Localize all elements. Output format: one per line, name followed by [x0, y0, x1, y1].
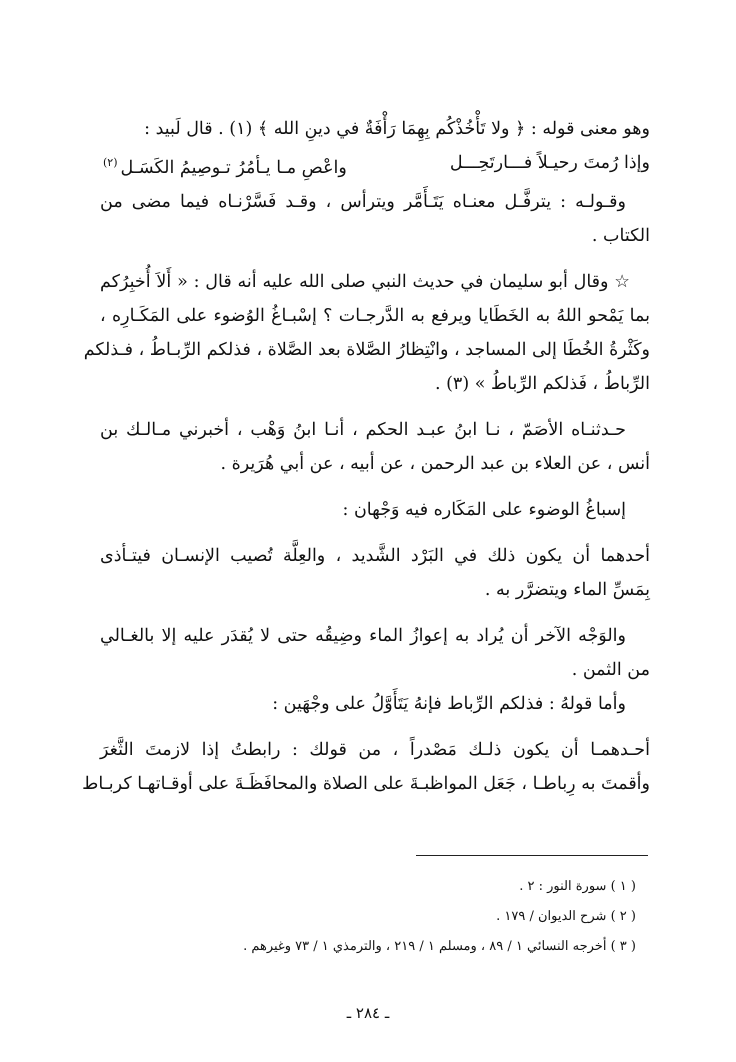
verse-second-hemistich — [100, 146, 347, 185]
page-body — [82, 112, 650, 801]
footnote: ( ١ ) سورة النور : ٢ . — [519, 879, 636, 894]
text-line: أنس ، عن العلاء بن عبد الرحمن ، عن أبيه ، عن أبي هُرَيرة . — [220, 453, 650, 474]
text-line: والوَجْه الآخر أن يُراد به إعوازُ الماء وضِيقُه حتى لا يُقدَر عليه إلا بالغـالي — [100, 625, 626, 646]
text-line: وهو معنى قوله : ﴿ ولا تَأْخُذْكُم بِهِمَا رَأْفَةٌ في دينِ الله ﴾ (١) . قال لَبيد : — [144, 119, 650, 139]
poetry-verse — [100, 146, 650, 185]
text-line: وأقمتَ به رِباطـا ، جَعَل المواظبـةَ على الصلاة والمحافَظَـةَ على أوقـاتهـا كربـاط — [82, 773, 650, 794]
footnote: ( ٣ ) أخرجه النسائي ١ / ٨٩ ، ومسلم ١ / ٢١٩ ، والترمذي ١ / ٧٣ وغيرهم . — [243, 939, 636, 954]
text-line: وأما قولهُ : فذلكم الرِّباط فإنهُ يَتَأَوَّلُ على وجْهَين : — [272, 693, 626, 714]
text-line: الكتاب . — [591, 225, 650, 246]
text-line: أحـدهمـا أن يكون ذلـك مَصْدراً ، من قولك : رابطتُ إذا لازمتَ الثَّغرَ — [100, 739, 650, 760]
footnote-marker: (٢) — [103, 156, 118, 169]
footnotes — [116, 872, 636, 962]
verse-second-hemistich-text: واعْصِ مـا يـأمُرُ تـوصِيمُ الكَسَـل — [120, 157, 347, 178]
text-line: من الثمن . — [571, 659, 650, 680]
text-line: حـدثنـاه الأصَمّ ، نـا ابنُ عبـد الحكم ، أنـا ابنُ وَهْب ، أخبرني مـالـك بن — [100, 419, 626, 440]
footnote-divider — [416, 855, 648, 856]
text-line: الرِّباطُ ، فَذلكم الرِّباطُ » (٣) . — [434, 373, 650, 394]
text-line: بِمَسِّ الماء ويتضرَّر به . — [484, 579, 650, 600]
text-line: ☆ وقال أبو سليمان في حديث النبي صلى الله عليه أنه قال : « أَلاَ أُخبِرُكم — [100, 271, 630, 292]
footnote: ( ٢ ) شرح الديوان / ١٧٩ . — [496, 909, 636, 924]
text-line: بما يَمْحو اللهُ به الخَطَايا ويرفع به الدَّرجـات ؟ إسْبـاغُ الوُضوء على المَكَـارِه ، — [100, 305, 650, 326]
page-number: ـ ٢٨٤ ـ — [346, 1004, 390, 1022]
text-line: أحدهما أن يكون ذلك في البَرْد الشَّديد ، والعِلَّة تُصيب الإنسـان فيتـأذى — [100, 545, 650, 566]
verse-first-hemistich: وإذا رُمتَ رحيـلاً فـــارتَحِـــل — [449, 153, 650, 173]
text-line: إسباغُ الوضوء على المَكَاره فيه وَجْهان : — [342, 499, 626, 520]
text-line: وكَثْرةُ الخُطَا إلى المساجد ، وانْتِظارُ الصَّلاة بعد الصَّلاة ، فذلكم الرِّبـاطُ ، فـذلكم — [83, 339, 650, 360]
text-line: وقـولـه : يترفَّـل معنـاه يَتَـأَمَّر ويترأس ، وقـد فَسَّرْنـاه فيما مضى من — [100, 191, 626, 212]
